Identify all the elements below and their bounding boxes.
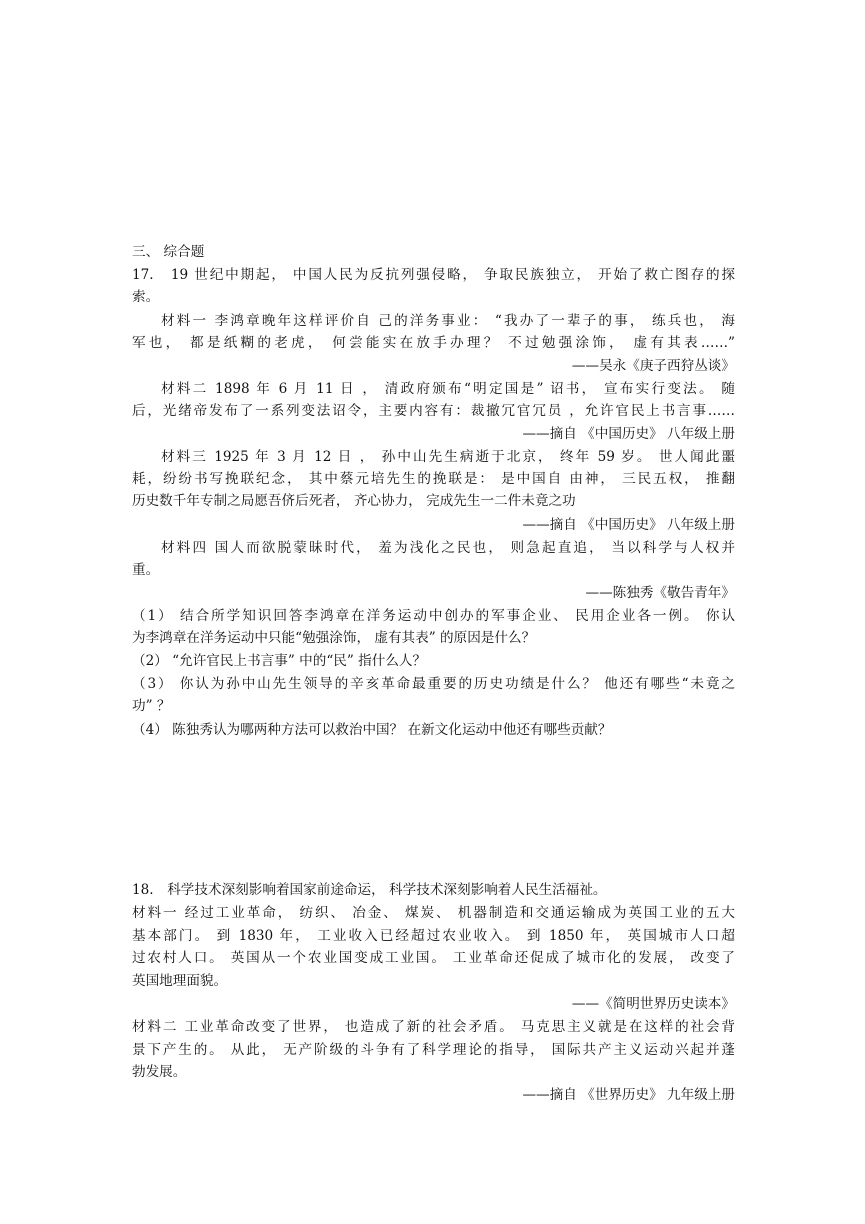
q17-material-1-line-2: 军也， 都是纸糊的老虎， 何尝能实在放手办理？ 不过勉强涂饰， 虚有其表……” [132,335,735,351]
q18-intro: 18. 科学技术深刻影响着国家前途命运， 科学技术深刻影响着人民生活福祉。 [132,882,607,898]
q18-material-2-line-1: 材料二 工业革命改变了世界， 也造成了新的社会矛盾。 马克思主义就是在这样的社会背 [132,1019,735,1035]
section-heading: 三、 综合题 [132,244,205,260]
q17-question-2: （2） “允许官民上书言事” 中的“民” 指什么人？ [132,653,427,669]
q17-material-4-source: ——陈独秀《敬告青年》 [585,585,735,601]
q17-material-3-line-2: 耗，纷纷书写挽联纪念， 其中蔡元培先生的挽联是： 是中国自 由神， 三民五权， 推翻 [132,471,735,487]
q17-question-3-line-1: （3） 你认为孙中山先生领导的辛亥革命最重要的历史功绩是什么？ 他还有哪些“未竟之 [132,676,735,692]
q17-material-3-line-3: 历史数千年专制之局愿吾侪后死者， 齐心协力， 完成先生一二件未竟之功 [132,493,576,509]
q18-material-1-line-1: 材料一 经过工业革命， 纺织、 冶金、 煤炭、 机器制造和交通运输成为英国工业的五大 [132,905,735,921]
q17-intro-line-2: 索。 [132,289,160,305]
q17-material-4-line-2: 重。 [132,562,160,578]
q17-material-3-line-1: 材料三 1925 年 3 月 12 日 ， 孙中山先生病逝于北京， 终年 59 岁。 世人闻此噩 [161,449,735,465]
q17-material-1-source: ——吴永《庚子西狩丛谈》 [571,358,735,374]
q17-material-1-line-1: 材料一 李鸿章晚年这样评价自 己的洋务事业： “我办了一辈子的事， 练兵也， 海 [161,313,735,329]
q18-material-2-source: ——摘自 《世界历史》 九年级上册 [522,1087,735,1103]
q17-question-3-line-2: 功” ？ [132,698,171,714]
q18-material-2-line-3: 勃发展。 [132,1064,187,1080]
q17-material-4-line-1: 材料四 国人而欲脱蒙昧时代， 羞为浅化之民也， 则急起直追， 当以科学与人权并 [161,540,735,556]
q18-material-1-line-2: 基本部门。 到 1830 年， 工业收入已经超过农业收入。 到 1850 年， 英国城市人口超 [132,928,735,944]
q18-material-1-line-3: 过农村人口。 英国从一个农业国变成工业国。 工业革命还促成了城市化的发展， 改变了 [132,950,735,966]
q17-question-1-line-1: （1） 结合所学知识回答李鸿章在洋务运动中创办的军事企业、 民用企业各一例。 你认 [132,608,735,624]
q17-material-2-line-1: 材料二 1898 年 6 月 11 日 ， 清政府颁布“明定国是” 诏书， 宣布实行变法。 随 [161,381,735,397]
q17-question-1-line-2: 为李鸿章在洋务运动中只能“勉强涂饰， 虚有其表” 的原因是什么？ [132,630,536,646]
q18-material-1-source: ——《简明世界历史读本》 [571,996,735,1012]
q17-material-2-line-2: 后，光绪帝发布了一系列变法诏令，主要内容有：裁撤冗官冗员 ，允许官民上书言事…… [132,403,735,419]
q17-question-4: （4） 陈独秀认为哪两种方法可以救治中国？ 在新文化运动中他还有哪些贡献？ [132,722,612,738]
q18-material-2-line-2: 景下产生的。 从此， 无产阶级的斗争有了科学理论的指导， 国际共产主义运动兴起并蓬 [132,1042,735,1058]
q17-intro-line-1: 17. 19 世纪中期起， 中国人民为反抗列强侵略， 争取民族独立， 开始了救亡图存的探 [132,267,735,283]
q17-material-3-source: ——摘自 《中国历史》 八年级上册 [522,517,735,533]
q17-material-2-source: ——摘自 《中国历史》 八年级上册 [522,426,735,442]
q18-material-1-line-4: 英国地理面貌。 [132,973,228,989]
